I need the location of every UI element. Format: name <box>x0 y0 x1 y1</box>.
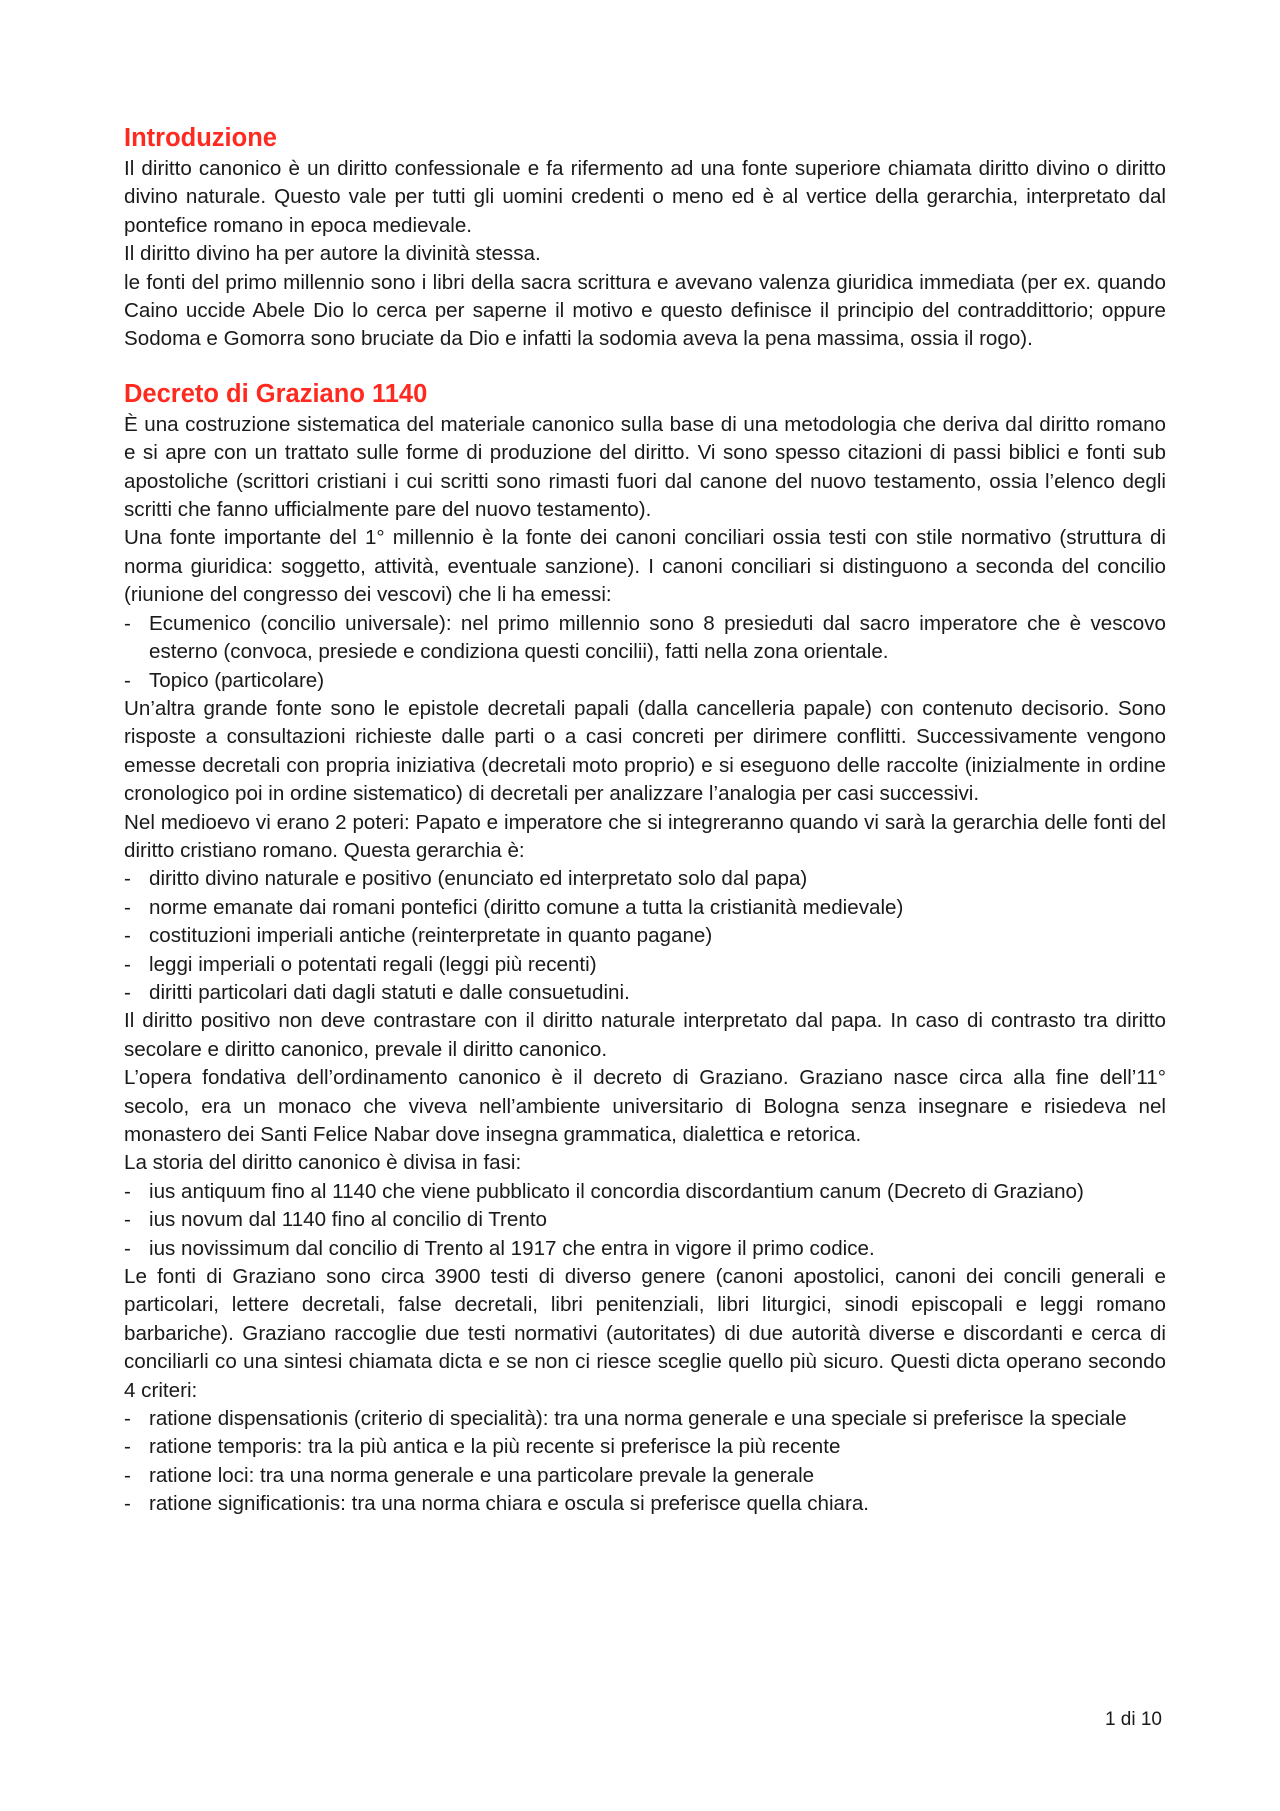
list-item: - ratione temporis: tra la più antica e la più recente si preferisce la più recente <box>124 1433 1166 1461</box>
paragraph: Un’altra grande fonte sono le epistole decretali papali (dalla cancelleria papale) con contenuto decisorio. Sono risposte a consultazioni richieste dalle parti o a casi concreti per dirimere conflitti. Successivamente vengono emesse decretali con propria iniziativa (decretali moto proprio) e si eseguono delle raccolte (inizialmente in ordine cronologico poi in ordine sistematico) di decretali per analizzare l’analogia per casi successivi. <box>124 696 1166 806</box>
paragraph: La storia del diritto canonico è divisa in fasi: <box>124 1151 522 1175</box>
paragraph: È una costruzione sistematica del materiale canonico sulla base di una metodologia che deriva dal diritto romano e si apre con un trattato sulle forme di produzione del diritto. Vi sono spesso citazioni di passi biblici e fonti sub apostoliche (scrittori cristiani i cui scritti sono rimasti fuori dal canone del nuovo testamento, ossia l’elenco degli scritti che fanno ufficialmente pare del nuovo testamento). <box>124 412 1166 522</box>
paragraph: Il diritto positivo non deve contrastare con il diritto naturale interpretato dal papa. In caso di contrasto tra diritto secolare e diritto canonico, prevale il diritto canonico. <box>124 1009 1166 1061</box>
list-item: - ratione dispensationis (criterio di specialità): tra una norma generale e una speciale si preferisce la speciale <box>124 1405 1166 1433</box>
section-title-decreto: Decreto di Graziano 1140 <box>124 379 428 408</box>
list-item: - diritti particolari dati dagli statuti e dalle consuetudini. <box>124 979 1166 1007</box>
paragraph: Nel medioevo vi erano 2 poteri: Papato e imperatore che si integreranno quando vi sarà la gerarchia delle fonti del diritto cristiano romano. Questa gerarchia è: <box>124 810 1166 862</box>
list-gerarchia <box>124 865 1166 1007</box>
page-number: 1 di 10 <box>1104 1709 1162 1730</box>
list-fasi <box>124 1178 1166 1263</box>
page-content <box>124 122 1166 1519</box>
paragraph: Il diritto divino ha per autore la divinità stessa. <box>124 242 541 266</box>
list-item: - ius antiquum fino al 1140 che viene pubblicato il concordia discordantium canum (Decreto di Graziano) <box>124 1178 1166 1206</box>
paragraph: le fonti del primo millennio sono i libri della sacra scrittura e avevano valenza giuridica immediata (per ex. quando Caino uccide Abele Dio lo cerca per saperne il motivo e questo definisce il principio del contraddittorio; oppure Sodoma e Gomorra sono bruciate da Dio e infatti la sodomia aveva la pena massima, ossia il rogo). <box>124 270 1166 351</box>
list-item: - Topico (particolare) <box>124 667 1166 695</box>
list-item: - ius novum dal 1140 fino al concilio di Trento <box>124 1206 1166 1234</box>
paragraph: Le fonti di Graziano sono circa 3900 testi di diverso genere (canoni apostolici, canoni dei concili generali e particolari, lettere decretali, false decretali, libri penitenziali, libri liturgici, sinodi episcopali e leggi romano barbariche). Graziano raccoglie due testi normativi (autoritates) di due autorità diverse e discordanti e cerca di conciliarli co una sintesi chiamata dicta e se non ci riesce sceglie quello più sicuro. Questi dicta operano secondo 4 criteri: <box>124 1265 1166 1402</box>
list-item: - ratione significationis: tra una norma chiara e oscula si preferisce quella chiara. <box>124 1490 1166 1518</box>
list-item: - ratione loci: tra una norma generale e una particolare prevale la generale <box>124 1462 1166 1490</box>
list-criteri <box>124 1405 1166 1519</box>
list-item: - diritto divino naturale e positivo (enunciato ed interpretato solo dal papa) <box>124 865 1166 893</box>
paragraph: L’opera fondativa dell’ordinamento canonico è il decreto di Graziano. Graziano nasce circa alla fine dell’11° secolo, era un monaco che viveva nell’ambiente universitario di Bologna senza insegnare e risiedeva nel monastero dei Santi Felice Nabar dove insegna grammatica, dialettica e retorica. <box>124 1066 1166 1146</box>
list-item: - ius novissimum dal concilio di Trento al 1917 che entra in vigore il primo codice. <box>124 1235 1166 1263</box>
paragraph: Una fonte importante del 1° millennio è la fonte dei canoni conciliari ossia testi con stile normativo (struttura di norma giuridica: soggetto, attività, eventuale sanzione). I canoni conciliari si distinguono a seconda del concilio (riunione del congresso dei vescovi) che li ha emessi: <box>124 526 1166 607</box>
list-concili <box>124 610 1166 695</box>
list-item: - leggi imperiali o potentati regali (leggi più recenti) <box>124 951 1166 979</box>
list-item: - Ecumenico (concilio universale): nel primo millennio sono 8 presieduti dal sacro imperatore che è vescovo esterno (convoca, presiede e condiziona questi concilii), fatti nella zona orientale. <box>124 610 1166 667</box>
section-title-introduzione: Introduzione <box>124 124 277 152</box>
list-item: - costituzioni imperiali antiche (reinterpretate in quanto pagane) <box>124 922 1166 950</box>
list-item: - norme emanate dai romani pontefici (diritto comune a tutta la cristianità medievale) <box>124 894 1166 922</box>
paragraph: Il diritto canonico è un diritto confessionale e fa rifermento ad una fonte superiore chiamata diritto divino o diritto divino naturale. Questo vale per tutti gli uomini credenti o meno ed è al vertice della gerarchia, interpretato dal pontefice romano in epoca medievale. <box>124 157 1166 237</box>
